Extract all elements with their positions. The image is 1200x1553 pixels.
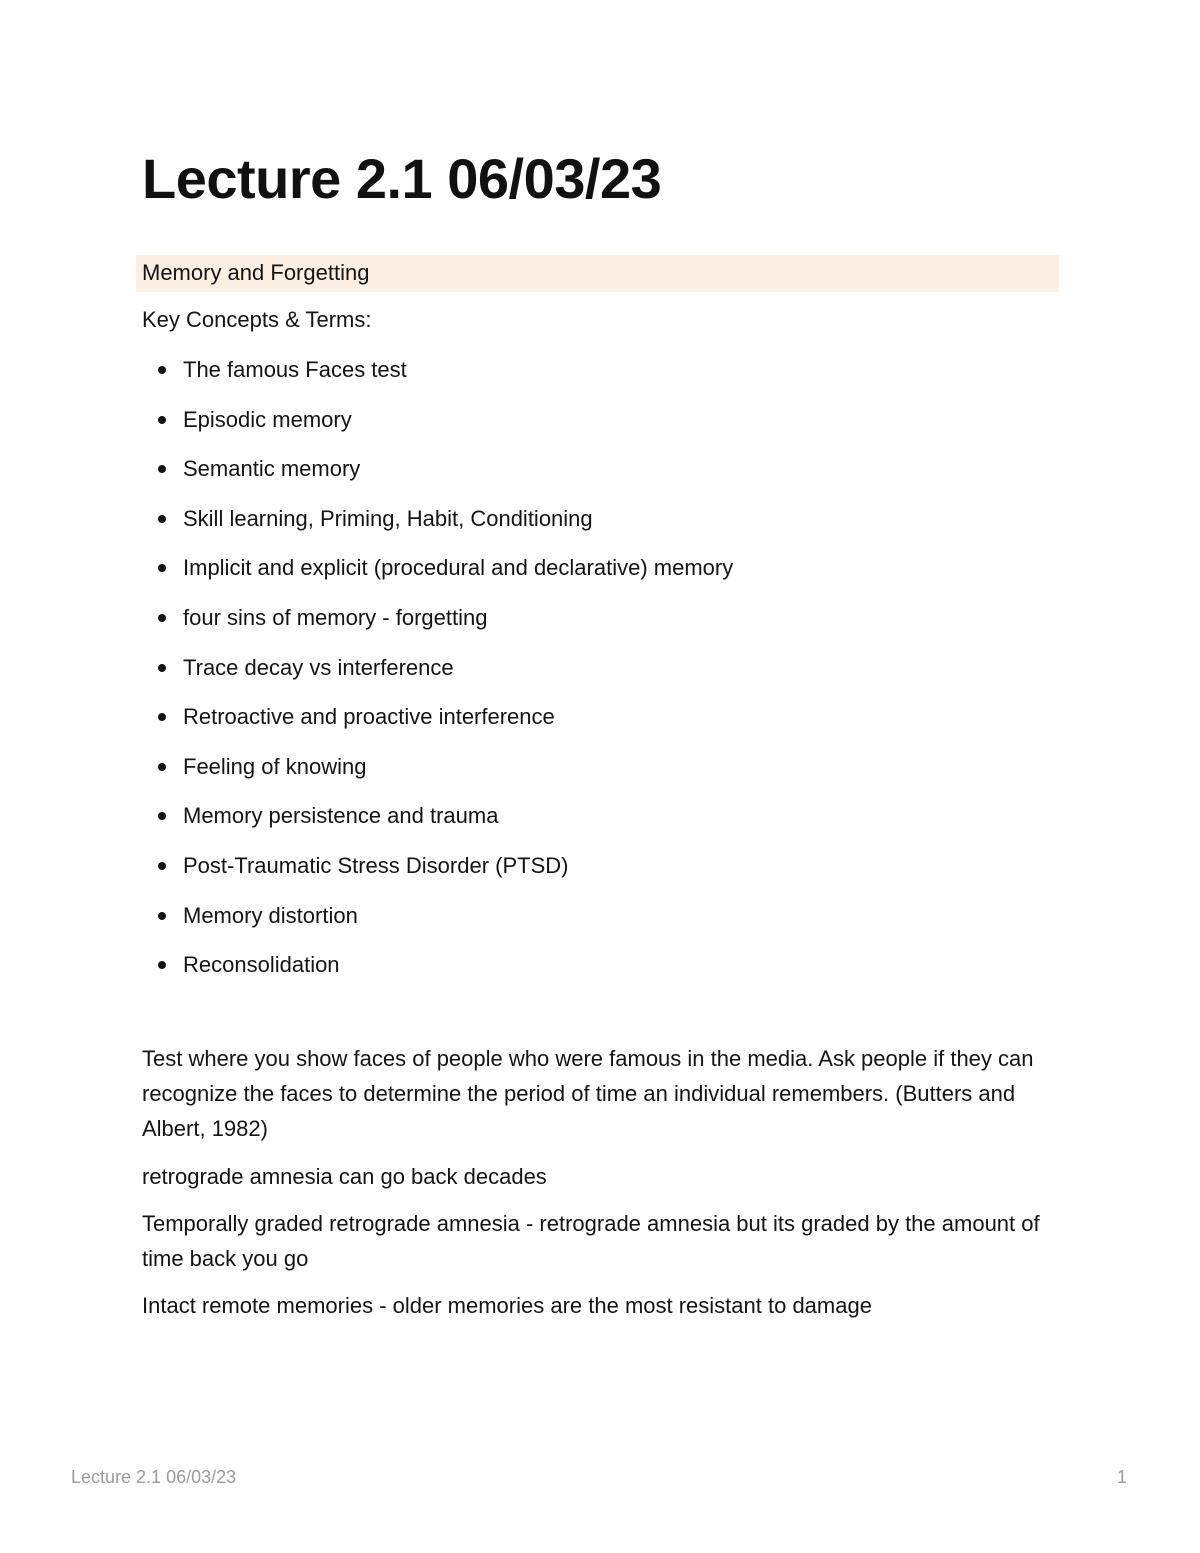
term-text: Reconsolidation — [183, 952, 340, 978]
bullet-icon — [158, 366, 166, 374]
term-text: four sins of memory - forgetting — [183, 604, 488, 630]
term-text: Trace decay vs interference — [183, 654, 454, 680]
bullet-icon — [158, 614, 166, 622]
list-item — [142, 554, 733, 604]
bullet-icon — [158, 664, 166, 672]
list-item — [142, 951, 733, 1001]
famous-faces-paragraph: Test where you show faces of people who were famous in the media. Ask people if they can recognize the faces to determine the period of time an individual remembers. (Butters and Albert, 1982) — [142, 1046, 1034, 1141]
list-item — [142, 654, 733, 704]
bullet-icon — [158, 416, 166, 424]
list-item — [142, 852, 733, 902]
bullet-icon — [158, 961, 166, 969]
term-text: Implicit and explicit (procedural and declarative) memory — [183, 555, 734, 581]
retrograde-amnesia-paragraph: retrograde amnesia can go back decades — [142, 1164, 547, 1189]
list-item — [142, 802, 733, 852]
bullet-icon — [158, 465, 166, 473]
page-number: 1 — [1117, 1467, 1128, 1487]
bullet-icon — [158, 912, 166, 920]
temporally-graded-paragraph: Temporally graded retrograde amnesia - retrograde amnesia but its graded by the amount of time back you go — [142, 1211, 1040, 1271]
key-terms-list — [142, 356, 733, 1001]
bullet-icon — [158, 763, 166, 771]
list-item — [142, 753, 733, 803]
list-item — [142, 902, 733, 952]
bullet-icon — [158, 713, 166, 721]
bullet-icon — [158, 564, 166, 572]
term-text: Post-Traumatic Stress Disorder (PTSD) — [183, 852, 569, 878]
list-item — [142, 604, 733, 654]
term-text: Episodic memory — [183, 406, 352, 432]
bullet-icon — [158, 862, 166, 870]
term-text: Retroactive and proactive interference — [183, 704, 555, 730]
footer-title: Lecture 2.1 06/03/23 — [71, 1467, 237, 1487]
remote-memories-paragraph: Intact remote memories - older memories are the most resistant to damage — [142, 1293, 872, 1318]
page-title: Lecture 2.1 06/03/23 — [142, 147, 662, 210]
term-text: Memory distortion — [183, 902, 358, 928]
list-item — [142, 703, 733, 753]
list-item — [142, 455, 733, 505]
section-heading: Memory and Forgetting — [142, 260, 370, 285]
term-text: The famous Faces test — [183, 357, 407, 382]
key-concepts-label: Key Concepts & Terms: — [142, 307, 372, 332]
list-item — [142, 356, 733, 406]
term-text: Skill learning, Priming, Habit, Conditioning — [183, 505, 593, 531]
term-text: Feeling of knowing — [183, 753, 367, 779]
list-item — [142, 406, 733, 456]
list-item — [142, 505, 733, 555]
term-text: Semantic memory — [183, 456, 361, 482]
bullet-icon — [158, 515, 166, 523]
term-text: Memory persistence and trauma — [183, 803, 499, 829]
bullet-icon — [158, 812, 166, 820]
